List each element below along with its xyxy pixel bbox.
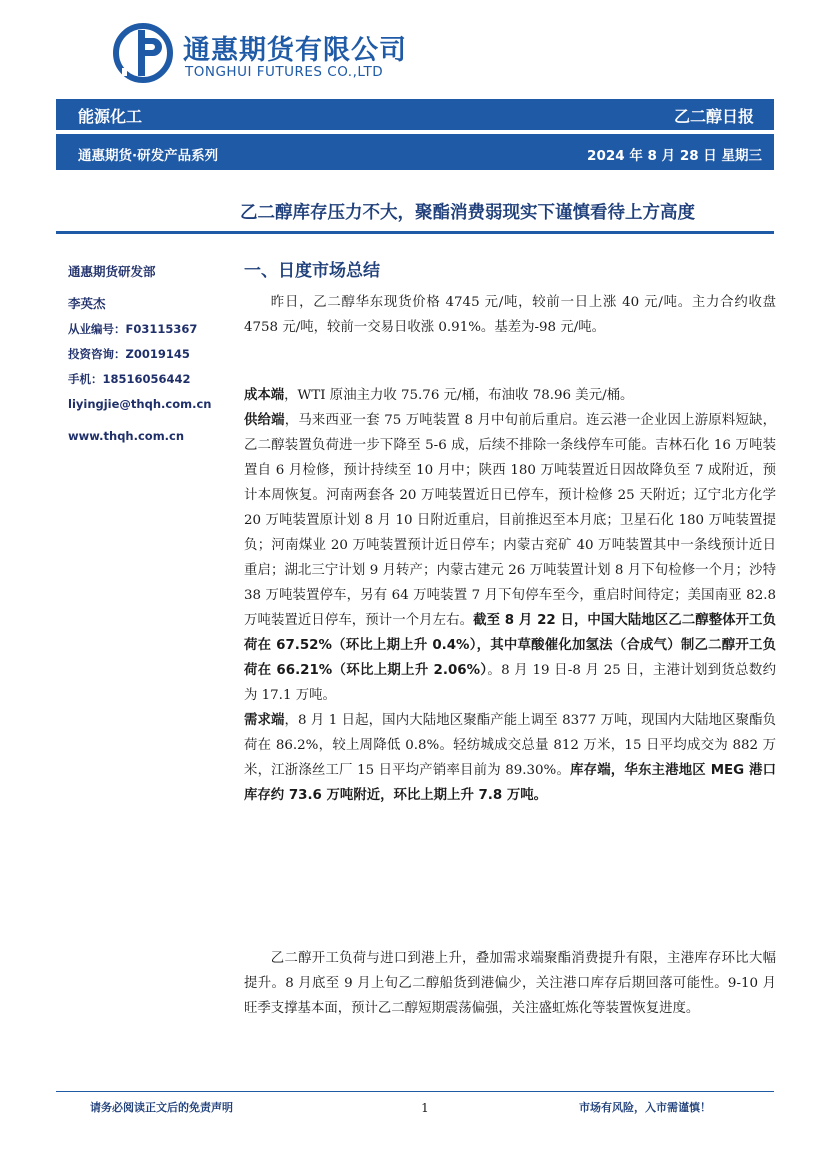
sidebar-advisory: 投资咨询：Z0019145 (68, 347, 190, 361)
sidebar-dept: 通惠期货研发部 (68, 264, 156, 279)
report-name: 乙二醇日报 (673, 107, 754, 126)
paragraph-outlook: 乙二醇开工负荷与进口到港上升，叠加需求端聚酯消费提升有限，主港库存环比大幅提升。8 月底至 9 月上旬乙二醇船货到港偏少，关注港口库存后期回落可能性。9-10 月旺季支撑基本面，预计乙二醇短期震荡偏强，关注盛虹炼化等装置恢复进度。 (244, 951, 776, 1016)
cost-text: ，WTI 原油主力收 75.76 元/桶，布油收 78.96 美元/桶。 (284, 388, 634, 403)
supply-tail: 。8 月 19 日-8 月 25 日，主港计划到货总数约为 17.1 万吨。 (244, 663, 776, 703)
header-band-top (56, 99, 774, 130)
page-title: 乙二醇库存压力不大，聚酯消费弱现实下谨慎看待上方高度 (240, 203, 695, 223)
page-number: 1 (421, 1101, 429, 1115)
supply-label: 供给端 (244, 413, 285, 428)
series-label: 通惠期货·研发产品系列 (78, 148, 219, 164)
footer-disclaimer[interactable]: 请务必阅读正文后的免责声明 (90, 1101, 233, 1114)
supply-text: ，马来西亚一套 75 万吨装置 8 月中旬前后重启。连云港一企业因上游原料短缺，乙二醇装置负荷进一步下降至 5-6 成，后续不排除一条线停车可能。吉林石化 16 万吨装置自 6 月检修，预计持续至 10 月中；陕西 180 万吨装置近日因故降负至 7 成附近，预计本周恢复。河南两套各 20 万吨装置近日已停车，预计检修 25 天附近；辽宁北方化学 20 万吨装置原计划 8 月 10 日附近重启，目前推迟至本月底；卫星石化 180 万吨装置提负；河南煤业 20 万吨装置预计近日停车；内蒙古兖矿 40 万吨装置其中一条线预计近日重启；湖北三宁计划 9 月转产；内蒙古建元 26 万吨装置计划 8 月下旬检修一个月；沙特 38 万吨装置停车，另有 64 万吨装置 7 月下旬停车至今，重启时间待定；美国南亚 82.8 万吨装置近日停车，预计一个月左右。 (244, 413, 777, 628)
sidebar-website[interactable]: www.thqh.com.cn (68, 429, 185, 443)
sidebar-analyst: 李英杰 (68, 296, 106, 311)
sector-label: 能源化工 (78, 107, 143, 126)
sidebar-phone: 手机：18516056442 (68, 372, 191, 386)
paragraph-fundamentals (244, 383, 776, 808)
footer-risk-notice: 市场有风险，入市需谨慎！ (579, 1101, 711, 1114)
footer-divider (56, 1091, 774, 1092)
title-divider (56, 231, 774, 234)
inventory-bold: 库存端，华东主港地区 MEG 港口库存约 73.6 万吨附近，环比上期上升 7.8 万吨。 (244, 763, 776, 803)
demand-text: ，8 月 1 日起，国内大陆地区聚酯产能上调至 8377 万吨，现国内大陆地区聚酯负荷在 86.2%，较上周降低 0.8%。轻纺城成交总量 812 万米，15 日平均成交为 882 万米，江浙涤丝工厂 15 日平均产销率目前为 89.30%。 (244, 713, 776, 778)
company-name-en: TONGHUI FUTURES CO.,LTD (185, 64, 384, 80)
cost-line (244, 383, 776, 408)
tonghui-logo-icon (112, 22, 174, 84)
cost-label: 成本端 (244, 388, 285, 403)
sidebar-email[interactable]: liyingjie@thqh.com.cn (68, 397, 212, 411)
supply-block (244, 408, 776, 708)
paragraph-price: 昨日，乙二醇华东现货价格 4745 元/吨，较前一日上涨 40 元/吨。主力合约收盘 4758 元/吨，较前一交易日收涨 0.91%。基差为-98 元/吨。 (244, 295, 776, 335)
section-heading: 一、日度市场总结 (244, 261, 380, 281)
header-band-bottom (56, 134, 774, 170)
demand-label: 需求端 (244, 713, 285, 728)
supply-bold: 截至 8 月 22 日，中国大陆地区乙二醇整体开工负荷在 67.52%（环比上期上升 0.4%），其中草酸催化加氢法（合成气）制乙二醇开工负荷在 66.21%（环比上期上升 2.06%） (244, 613, 776, 678)
demand-block (244, 708, 776, 808)
sidebar-license: 从业编号：F03115367 (68, 322, 198, 336)
company-name-cn: 通惠期货有限公司 (183, 35, 407, 66)
report-date: 2024 年 8 月 28 日 星期三 (587, 148, 762, 164)
